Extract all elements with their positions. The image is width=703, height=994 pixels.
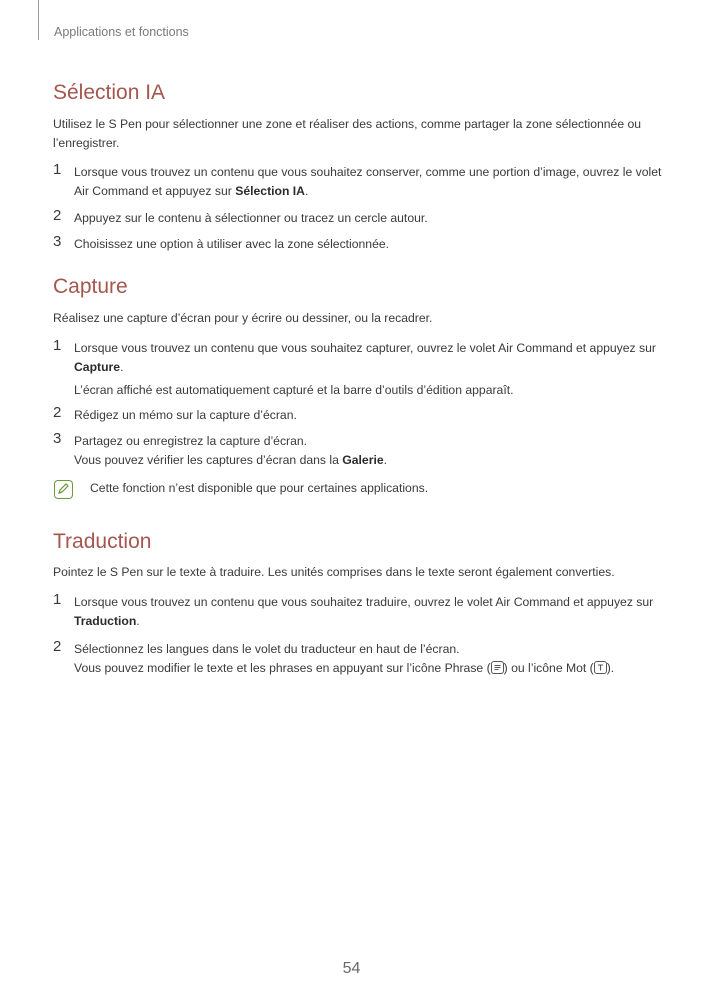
phrase-icon — [491, 661, 504, 674]
note-text: Cette fonction n’est disponible que pour certaines applications. — [90, 481, 429, 495]
step-number: 1 — [53, 337, 62, 354]
step-item: 3 Partagez ou enregistrez la capture d’écran. Vous pouvez vérifier les captures d’écran dans la Galerie. — [53, 430, 388, 467]
step-number: 2 — [53, 638, 62, 655]
header-rule — [38, 0, 39, 40]
section-title-selection-ia: Sélection IA — [53, 81, 166, 104]
section-intro: Réalisez une capture d’écran pour y écrire ou dessiner, ou la recadrer. — [53, 311, 433, 325]
step-item: 1 Lorsque vous trouvez un contenu que vous souhaitez capturer, ouvrez le volet Air Command et appuyez sur Capture. L’écran affiché est automatiquement capturé et la barre d’outils d’édition apparaît. — [53, 337, 656, 397]
page-number: 54 — [342, 960, 361, 977]
ui-label: Traduction — [74, 614, 137, 628]
ui-label: Capture — [74, 360, 121, 374]
step-item: 2 Rédigez un mémo sur la capture d’écran. — [53, 404, 297, 422]
step-item: 2 Appuyez sur le contenu à sélectionner ou tracez un cercle autour. — [53, 207, 428, 225]
section-intro: Pointez le S Pen sur le texte à traduire. Les unités comprises dans le texte seront également converties. — [53, 565, 615, 579]
step-item: 2 Sélectionnez les langues dans le volet du traducteur en haut de l’écran. Vous pouvez modifier le texte et les phrases en appuyant sur l’icône Phrase ( ) ou l’icône Mot ( ). — [53, 638, 615, 675]
step-number: 3 — [53, 430, 62, 447]
pencil-note-icon — [54, 480, 73, 499]
step-number: 3 — [53, 233, 62, 250]
ui-label: Galerie — [342, 453, 384, 467]
step-number: 1 — [53, 591, 62, 608]
step-item: 1 Lorsque vous trouvez un contenu que vous souhaitez conserver, comme une portion d’image, ouvrez le volet Air Command et appuyez sur Sélection IA. — [53, 161, 662, 198]
step-number: 1 — [53, 161, 62, 178]
ui-label: Sélection IA — [235, 184, 305, 198]
step-item: 1 Lorsque vous trouvez un contenu que vous souhaitez traduire, ouvrez le volet Air Command et appuyez sur Traduction. — [53, 591, 654, 628]
running-header: Applications et fonctions — [54, 25, 189, 39]
step-number: 2 — [53, 207, 62, 224]
step-item: 3 Choisissez une option à utiliser avec la zone sélectionnée. — [53, 233, 390, 251]
word-icon — [594, 661, 607, 674]
section-intro: Utilisez le S Pen pour sélectionner une zone et réaliser des actions, comme partager la zone sélectionnée ou l’enregistrer. — [53, 117, 642, 150]
section-title-capture: Capture — [53, 275, 128, 298]
step-number: 2 — [53, 404, 62, 421]
section-title-traduction: Traduction — [53, 530, 152, 553]
